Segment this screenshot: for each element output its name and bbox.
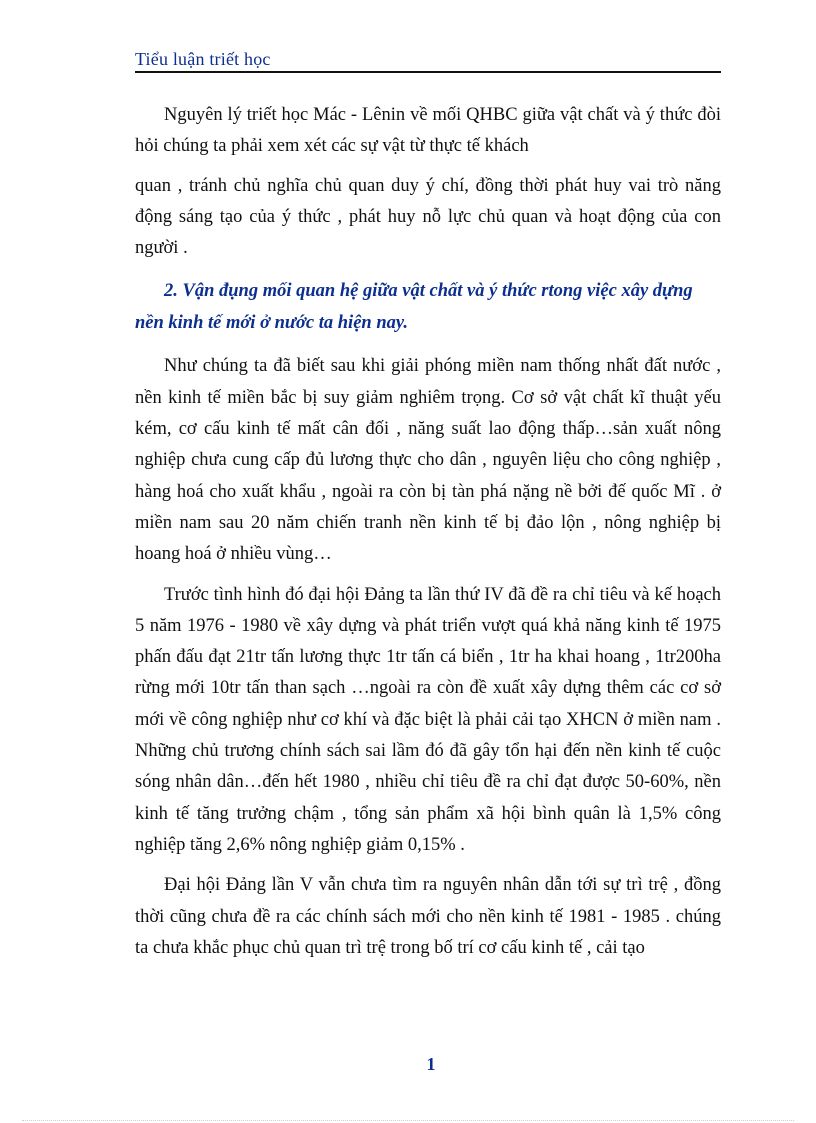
document-body (135, 100, 721, 964)
section-heading-2: 2. Vận đụng mối quan hệ giữa vật chất và ý thức rtong việc xây dựng nền kinh tế mới ở nước ta hiện nay. (135, 281, 693, 334)
body-paragraph-2: quan , tránh chủ nghĩa chủ quan duy ý chí, đồng thời phát huy vai trò năng động sáng tạo của ý thức , phát huy nỗ lực chủ quan và hoạt động của con người . (135, 175, 721, 259)
page-header (135, 49, 721, 73)
body-paragraph-4: Trước tình hình đó đại hội Đảng ta lần thứ IV đã đề ra chỉ tiêu và kế hoạch 5 năm 1976 - 1980 về xây dựng và phát triển vượt quá khả năng kinh tế 1975 phấn đấu đạt 21tr tấn lương thực 1tr tấn cá biển , 1tr ha khai hoang , 1tr200ha rừng mới 10tr tấn than sạch …ngoài ra còn đề xuất xây dựng thêm các cơ sở mới về công nghiệp như cơ khí và đặc biệt là phải cải tạo XHCN ở miền nam . Những chủ trương chính sách sai lầm đó đã gây tổn hại đến nền kinh tế cuộc sóng nhân dân…đến hết 1980 , nhiều chỉ tiêu đề ra chỉ đạt được 50-60%, nền kinh tế tăng trưởng chậm , tổng sản phẩm xã hội bình quân là 1,5% công nghiệp tăng 2,6% nông nghiệp giảm 0,15% . (135, 584, 721, 855)
page-bottom-divider (22, 1120, 794, 1121)
page-number: 1 (426, 1054, 436, 1074)
header-title: Tiểu luận triết học (135, 49, 271, 69)
body-paragraph-5: Đại hội Đảng lần V vẫn chưa tìm ra nguyên nhân dẫn tới sự trì trệ , đồng thời cũng chưa đề ra các chính sách mới cho nền kinh tế 1981 - 1985 . chúng ta chưa khắc phục chủ quan trì trệ trong bố trí cơ cấu kinh tế , cải tạo (135, 875, 721, 958)
body-paragraph-1: Nguyên lý triết học Mác - Lênin về mối QHBC giữa vật chất và ý thức đòi hỏi chúng ta phải xem xét các sự vật từ thực tế khách (135, 105, 721, 157)
body-paragraph-3: Như chúng ta đã biết sau khi giải phóng miền nam thống nhất đất nước , nền kinh tế miền bắc bị suy giảm nghiêm trọng. Cơ sở vật chất kĩ thuật yếu kém, cơ cấu kinh tế mất cân đối , năng suất lao động thấp…sản xuất nông nghiệp chưa cung cấp đủ lương thực cho dân , nguyên liệu cho công nghiệp , hàng hoá cho xuất khẩu , ngoài ra còn bị tàn phá nặng nề bởi đế quốc Mĩ . ở miền nam sau 20 năm chiến tranh nền kinh tế bị đảo lộn , nông nghiệp bị hoang hoá ở nhiều vùng… (135, 356, 721, 565)
